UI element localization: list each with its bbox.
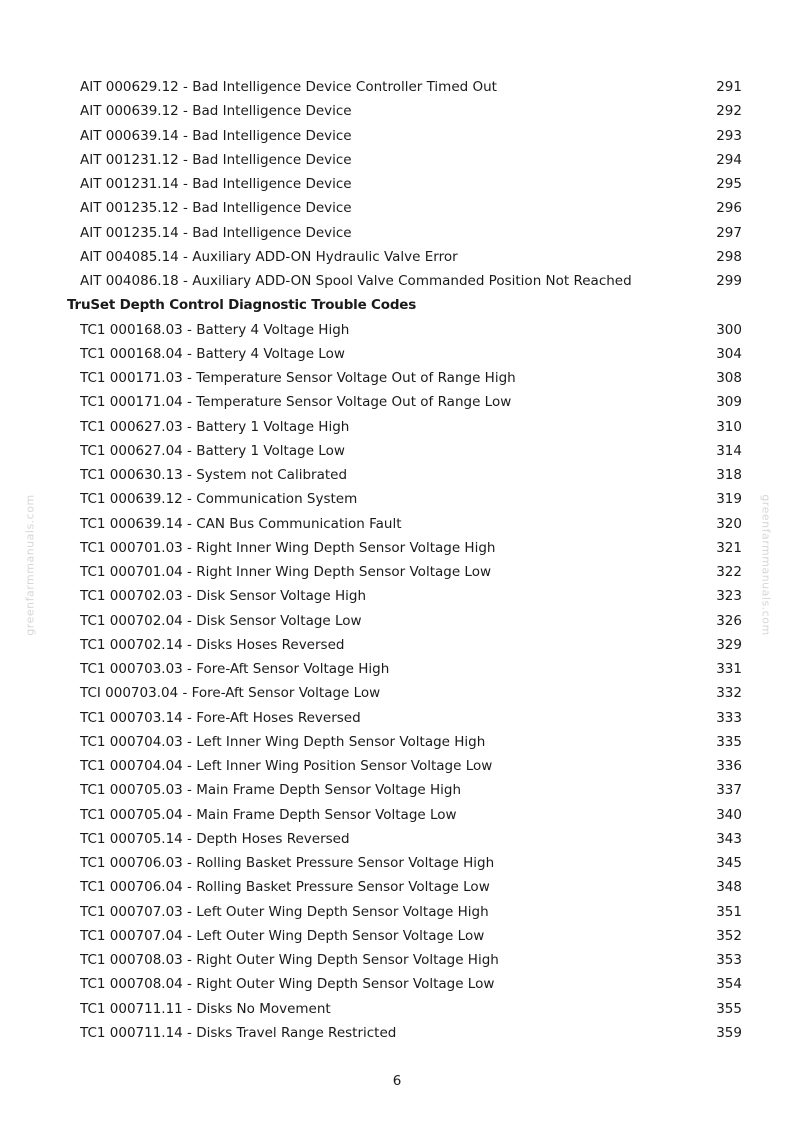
entry-title: TC1 000706.04 - Rolling Basket Pressure Sensor Voltage Low — [80, 879, 490, 896]
entry-title: TC1 000639.12 - Communication System — [80, 491, 358, 508]
toc-entry[interactable] — [0, 536, 794, 560]
page-number: 6 — [392, 1073, 402, 1089]
watermark-left: greenfarmmanuals.com — [23, 494, 37, 636]
entry-title: TC1 000630.13 - System not Calibrated — [80, 467, 348, 483]
entry-page-number: 319 — [716, 491, 742, 508]
table-of-contents — [0, 75, 794, 1045]
entry-page-number: 291 — [716, 79, 742, 95]
toc-entry[interactable] — [0, 948, 794, 972]
entry-title: TC1 000711.11 - Disks No Movement — [80, 1000, 331, 1017]
entry-title: AIT 004085.14 - Auxiliary ADD-ON Hydraulic Valve Error — [80, 248, 458, 265]
entry-page-number: 293 — [716, 127, 742, 144]
entry-page-number: 314 — [716, 442, 742, 459]
toc-entry[interactable] — [0, 900, 794, 924]
entry-title: TC1 000627.03 - Battery 1 Voltage High — [80, 418, 350, 435]
entry-title: TC1 000639.14 - CAN Bus Communication Fault — [80, 515, 402, 532]
entry-title: TC1 000704.03 - Left Inner Wing Depth Sensor Voltage High — [80, 733, 486, 750]
entry-page-number: 292 — [716, 103, 742, 120]
toc-entry[interactable] — [0, 730, 794, 754]
entry-title: AIT 000629.12 - Bad Intelligence Device Controller Timed Out — [80, 79, 497, 95]
toc-entry[interactable] — [0, 972, 794, 996]
entry-title: TC1 000708.04 - Right Outer Wing Depth Sensor Voltage Low — [80, 976, 495, 993]
entry-page-number: 351 — [716, 903, 742, 920]
entry-title: AIT 000639.12 - Bad Intelligence Device — [80, 103, 352, 120]
entry-page-number: 297 — [716, 224, 742, 241]
entry-title: TC1 000706.03 - Rolling Basket Pressure Sensor Voltage High — [80, 855, 495, 871]
entry-title: TC1 000168.03 - Battery 4 Voltage High — [80, 321, 350, 338]
entry-title: TC1 000171.04 - Temperature Sensor Voltage Out of Range Low — [80, 394, 512, 411]
toc-entry[interactable] — [0, 609, 794, 633]
toc-entry[interactable] — [0, 657, 794, 681]
entry-page-number: 353 — [716, 952, 742, 968]
toc-entry[interactable] — [0, 827, 794, 851]
toc-entry[interactable] — [0, 1021, 794, 1045]
entry-page-number: 310 — [716, 418, 742, 435]
entry-title: TC1 000701.04 - Right Inner Wing Depth Sensor Voltage Low — [80, 564, 492, 580]
entry-title: AIT 004086.18 - Auxiliary ADD-ON Spool Valve Commanded Position Not Reached — [80, 273, 632, 289]
toc-entry[interactable] — [0, 439, 794, 463]
toc-entry[interactable] — [0, 148, 794, 172]
watermark-right: greenfarmmanuals.com — [759, 494, 773, 636]
toc-entry[interactable] — [0, 269, 794, 293]
entry-page-number: 296 — [716, 200, 742, 217]
toc-entry[interactable] — [0, 706, 794, 730]
entry-page-number: 322 — [716, 564, 742, 580]
entry-title: TC1 000703.03 - Fore-Aft Sensor Voltage High — [80, 661, 390, 677]
toc-entry[interactable] — [0, 245, 794, 269]
entry-title: TC1 000702.03 - Disk Sensor Voltage High — [80, 588, 367, 605]
toc-entry[interactable] — [0, 875, 794, 899]
entry-page-number: 336 — [716, 758, 742, 774]
toc-entry[interactable] — [0, 318, 794, 342]
entry-page-number: 332 — [716, 685, 742, 702]
toc-entry[interactable] — [0, 99, 794, 123]
entry-page-number: 337 — [716, 782, 742, 799]
entry-title: AIT 001231.14 - Bad Intelligence Device — [80, 176, 352, 192]
entry-title: TC1 000711.14 - Disks Travel Range Restricted — [80, 1024, 397, 1041]
toc-entry[interactable] — [0, 584, 794, 608]
entry-title: TC1 000707.03 - Left Outer Wing Depth Sensor Voltage High — [80, 903, 489, 920]
entry-title: AIT 001235.12 - Bad Intelligence Device — [80, 200, 352, 217]
toc-entry[interactable] — [0, 487, 794, 511]
entry-page-number: 348 — [716, 879, 742, 896]
section-title: TruSet Depth Control Diagnostic Trouble Codes — [67, 297, 417, 314]
toc-entry[interactable] — [0, 172, 794, 196]
entry-title: TC1 000702.14 - Disks Hoses Reversed — [80, 636, 345, 653]
entry-title: TC1 000627.04 - Battery 1 Voltage Low — [80, 442, 345, 459]
entry-page-number: 331 — [716, 661, 742, 677]
entry-page-number: 304 — [716, 345, 742, 362]
entry-title: TC1 000703.14 - Fore-Aft Hoses Reversed — [80, 709, 361, 726]
entry-page-number: 323 — [716, 588, 742, 605]
entry-title: AIT 000639.14 - Bad Intelligence Device — [80, 127, 352, 144]
toc-entry[interactable] — [0, 390, 794, 414]
entry-page-number: 299 — [716, 273, 742, 289]
toc-entry[interactable] — [0, 754, 794, 778]
entry-page-number: 345 — [716, 855, 742, 871]
toc-entry[interactable] — [0, 803, 794, 827]
toc-entry[interactable] — [0, 778, 794, 802]
entry-page-number: 355 — [716, 1000, 742, 1017]
entry-title: TC1 000707.04 - Left Outer Wing Depth Sensor Voltage Low — [80, 927, 485, 944]
entry-page-number: 321 — [716, 539, 742, 556]
entry-title: TC1 000702.04 - Disk Sensor Voltage Low — [80, 612, 362, 629]
entry-page-number: 359 — [716, 1024, 742, 1041]
toc-entry[interactable] — [0, 681, 794, 705]
entry-page-number: 333 — [716, 709, 742, 726]
entry-page-number: 343 — [716, 830, 742, 847]
entry-page-number: 335 — [716, 733, 742, 750]
entry-page-number: 352 — [716, 927, 742, 944]
entry-page-number: 298 — [716, 248, 742, 265]
toc-entry[interactable] — [0, 463, 794, 487]
entry-title: AIT 001235.14 - Bad Intelligence Device — [80, 224, 352, 241]
entry-page-number: 326 — [716, 612, 742, 629]
entry-title: TC1 000701.03 - Right Inner Wing Depth Sensor Voltage High — [80, 539, 496, 556]
entry-title: TC1 000171.03 - Temperature Sensor Voltage Out of Range High — [80, 370, 516, 386]
entry-title: TCI 000703.04 - Fore-Aft Sensor Voltage Low — [80, 685, 381, 702]
toc-entry[interactable] — [0, 415, 794, 439]
entry-title: TC1 000705.04 - Main Frame Depth Sensor Voltage Low — [80, 806, 457, 823]
entry-page-number: 340 — [716, 806, 742, 823]
toc-entry[interactable] — [0, 924, 794, 948]
entry-title: TC1 000708.03 - Right Outer Wing Depth Sensor Voltage High — [80, 952, 499, 968]
toc-entry[interactable] — [0, 75, 794, 99]
toc-section-heading — [0, 293, 794, 317]
entry-page-number: 308 — [716, 370, 742, 386]
toc-entry[interactable] — [0, 221, 794, 245]
entry-title: AIT 001231.12 - Bad Intelligence Device — [80, 151, 352, 168]
toc-entry[interactable] — [0, 997, 794, 1021]
entry-page-number: 294 — [716, 151, 742, 168]
toc-entry[interactable] — [0, 366, 794, 390]
toc-entry[interactable] — [0, 633, 794, 657]
toc-entry[interactable] — [0, 512, 794, 536]
toc-entry[interactable] — [0, 342, 794, 366]
entry-page-number: 309 — [716, 394, 742, 411]
toc-entry[interactable] — [0, 851, 794, 875]
entry-page-number: 354 — [716, 976, 742, 993]
entry-title: TC1 000704.04 - Left Inner Wing Position Sensor Voltage Low — [80, 758, 493, 774]
entry-title: TC1 000705.03 - Main Frame Depth Sensor Voltage High — [80, 782, 462, 799]
entry-title: TC1 000168.04 - Battery 4 Voltage Low — [80, 345, 345, 362]
entry-page-number: 329 — [716, 636, 742, 653]
toc-entry[interactable] — [0, 560, 794, 584]
entry-page-number: 300 — [716, 321, 742, 338]
entry-page-number: 320 — [716, 515, 742, 532]
toc-entry[interactable] — [0, 124, 794, 148]
entry-page-number: 318 — [716, 467, 742, 483]
toc-entry[interactable] — [0, 196, 794, 220]
entry-title: TC1 000705.14 - Depth Hoses Reversed — [80, 830, 350, 847]
entry-page-number: 295 — [716, 176, 742, 192]
